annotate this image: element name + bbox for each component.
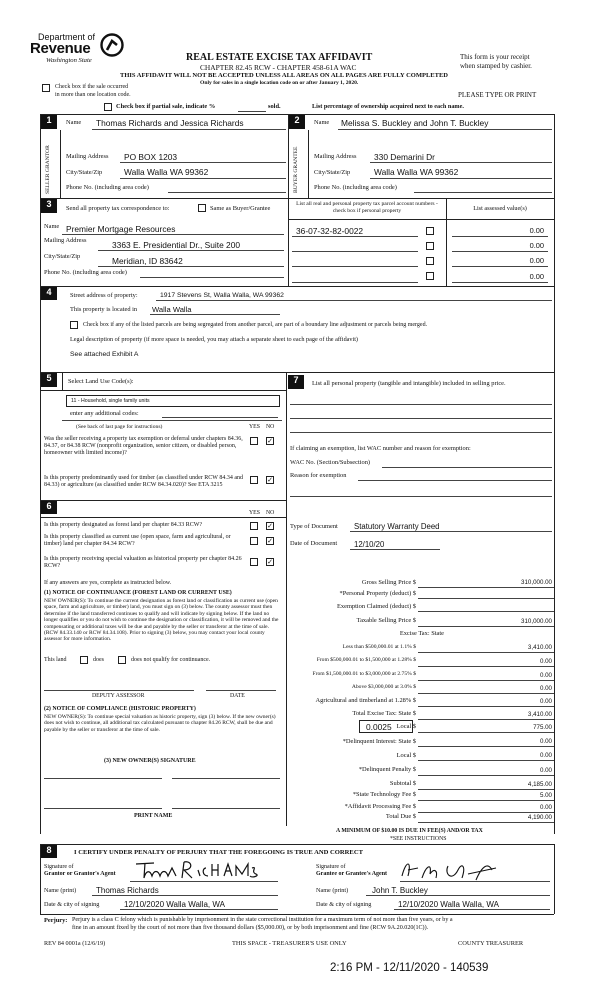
grantor-print-name[interactable]: Thomas Richards bbox=[96, 886, 159, 895]
same-as-buyer-label: Same as Buyer/Grantee bbox=[210, 205, 271, 212]
assessed-value-2[interactable]: 0.00 bbox=[529, 241, 544, 250]
historic-no-checkbox[interactable]: ✓ bbox=[267, 558, 273, 566]
tax-mail-label: Mailing Address bbox=[44, 237, 87, 244]
tax-phone-label: Phone No. (including area code) bbox=[44, 269, 127, 276]
receipt-note: This form is your receipt bbox=[460, 53, 530, 61]
tier2-label: From $500,000.01 to $1,500,000 at 1.28% $ bbox=[316, 657, 416, 663]
assessed-header: List assessed value(s) bbox=[473, 205, 527, 212]
tier1-label: Less than $500,000.01 at 1.1% $ bbox=[342, 644, 416, 650]
seller-name[interactable]: Thomas Richards and Jessica Richards bbox=[96, 118, 244, 128]
form-title: REAL ESTATE EXCISE TAX AFFIDAVIT bbox=[186, 52, 373, 63]
exemption-yes-checkbox[interactable] bbox=[250, 437, 258, 445]
forest-yes-checkbox[interactable] bbox=[250, 522, 258, 530]
treasurer-space: THIS SPACE - TREASURER'S USE ONLY bbox=[232, 940, 347, 947]
doc-date-value[interactable]: 12/10/20 bbox=[354, 540, 385, 549]
notice-continuance-body: NEW OWNER(S): To continue the current designation as forest land or classification as current use (open space, farm and agriculture, or timber) land, you must sign on (3) below. The county assessor must then determine if the land transferred continues to qualify and will indicate by signing below. If the land no longer qualifies or you do not wish to continue the designation or classification, it will be removed and the compensating or additional taxes will be due and payable by the seller or transferor at the time of sale. (RCW 84.33.140 or RCW 84.34.108). Prior to signing (3) below, you may contact your local county assessor for more information. bbox=[44, 598, 279, 643]
assessor-date-label: DATE bbox=[230, 693, 245, 699]
local-label: Local $ bbox=[396, 723, 416, 730]
taxable-label: Taxable Selling Price $ bbox=[356, 617, 416, 624]
form-warning: THIS AFFIDAVIT WILL NOT BE ACCEPTED UNLESS ALL AREAS ON ALL PAGES ARE FULLY COMPLETED bbox=[120, 72, 448, 79]
notice-compliance-title: (2) NOTICE OF COMPLIANCE (HISTORIC PROPERTY) bbox=[44, 706, 196, 712]
grantee-sig-label-2: Grantee or Grantee's Agent bbox=[316, 871, 388, 877]
seller-city[interactable]: Walla Walla WA 99362 bbox=[124, 167, 209, 177]
assessed-value-3[interactable]: 0.00 bbox=[529, 256, 544, 265]
logo-line1: Department of bbox=[38, 32, 96, 42]
local-value[interactable]: 775.00 bbox=[533, 724, 552, 731]
recording-stamp: 2:16 PM - 12/11/2020 - 140539 bbox=[330, 962, 489, 974]
land-does-not-label: does not qualify for continuance. bbox=[131, 657, 211, 663]
delinquent-penalty-label: *Delinquent Penalty $ bbox=[358, 766, 416, 773]
excise-state-label: Excise Tax: State bbox=[399, 630, 444, 637]
doc-date-label: Date of Document bbox=[290, 540, 338, 547]
grantee-name-label: Name (print) bbox=[316, 887, 349, 894]
exemption-question: Was the seller receiving a property tax exemption or deferral under chapters 84.36, 84.37, or 84.38 RCW (nonprofit organization, senior citizen, or disabled person, homeowner with limited income)? bbox=[44, 436, 243, 457]
same-as-buyer-checkbox[interactable] bbox=[198, 204, 206, 212]
section-3-number: 3 bbox=[41, 199, 57, 213]
form-chapter: CHAPTER 82.45 RCW - CHAPTER 458-61A WAC bbox=[200, 63, 357, 72]
timber-no-checkbox[interactable]: ✓ bbox=[267, 476, 273, 484]
if-any-yes-note: If any answers are yes, complete as instructed below. bbox=[44, 580, 172, 586]
exemption-deduct-label: Exemption Claimed (deduct) $ bbox=[337, 603, 416, 610]
forest-no-checkbox[interactable]: ✓ bbox=[267, 522, 273, 530]
forest-question: Is this property designated as forest land per chapter 84.33 RCW? bbox=[44, 522, 203, 528]
subtotal-value[interactable]: 4,185.00 bbox=[527, 781, 552, 788]
ownership-note: List percentage of ownership acquired next to each name. bbox=[312, 103, 464, 110]
total-due-label: Total Due $ bbox=[385, 813, 416, 820]
parcel-header: List all real and personal property tax parcel account numbers - check box if personal property bbox=[296, 201, 438, 214]
tier3-label: From $1,500,000.01 to $3,000,000 at 2.75% $ bbox=[312, 671, 416, 677]
this-land-label: This land bbox=[44, 657, 67, 663]
perjury-text: Perjury is a class C felony which is punishable by imprisonment in the state correctional institution for a maximum term of not more than five years, or by a bbox=[72, 917, 453, 923]
section-2-number: 2 bbox=[289, 115, 305, 129]
additional-codes-label: enter any additional codes: bbox=[70, 410, 139, 417]
see-back-note: (See back of last page for instructions) bbox=[76, 424, 163, 430]
buyer-mail[interactable]: 330 Demarini Dr bbox=[374, 152, 435, 162]
exemption-wac-label: If claiming an exemption, list WAC number and reason for exemption: bbox=[290, 445, 471, 452]
section-2-side-label: BUYER GRANTEE bbox=[293, 146, 299, 194]
reason-label: Reason for exemption bbox=[290, 472, 347, 479]
doc-type-label: Type of Document bbox=[290, 523, 338, 530]
agri-label: Agricultural and timberland at 1.28% $ bbox=[315, 697, 416, 704]
local2-value[interactable]: 0.00 bbox=[539, 752, 552, 759]
partial-sale-label: Check box if partial sale, indicate % bbox=[116, 103, 216, 110]
partial-sale-checkbox[interactable] bbox=[104, 103, 112, 111]
section5-yes: YES bbox=[249, 424, 260, 430]
see-instructions: *SEE INSTRUCTIONS bbox=[390, 836, 447, 842]
section-1-side-label: SELLER GRANTOR bbox=[45, 145, 51, 195]
segregated-label: Check box if any of the listed parcels are being segregated from another parcel, are part of a boundary line adjustment or parcels being merged. bbox=[83, 322, 428, 328]
total-state-value[interactable]: 3,410.00 bbox=[527, 711, 552, 718]
seller-mail[interactable]: PO BOX 1203 bbox=[124, 152, 178, 162]
tax-name[interactable]: Premier Mortgage Resources bbox=[66, 224, 176, 234]
current-use-question: Is this property classified as current use (open space, farm and agricultural, or timber) land per chapter 84.34 RCW? bbox=[44, 534, 231, 547]
type-or-print: PLEASE TYPE OR PRINT bbox=[458, 91, 537, 99]
affidavit-fee-value[interactable]: 0.00 bbox=[539, 804, 552, 811]
land-use-label: Select Land Use Code(s): bbox=[68, 378, 134, 385]
section5-no: NO bbox=[266, 424, 275, 430]
perjury-label: Perjury: bbox=[44, 917, 68, 924]
local2-label: Local $ bbox=[396, 752, 416, 759]
assessed-value-4[interactable]: 0.00 bbox=[529, 272, 544, 281]
personal-property-checkbox-1[interactable] bbox=[426, 227, 434, 235]
dor-logo-icon bbox=[100, 33, 124, 57]
timber-yes-checkbox[interactable] bbox=[250, 476, 258, 484]
seller-city-label: City/State/Zip bbox=[66, 169, 103, 176]
tax-name-label: Name bbox=[44, 223, 60, 230]
grantor-sig-label: Signature of bbox=[44, 864, 74, 870]
buyer-phone-label: Phone No. (including area code) bbox=[314, 184, 397, 191]
tax-city[interactable]: Meridian, ID 83642 bbox=[112, 256, 183, 266]
current-use-no-checkbox[interactable]: ✓ bbox=[267, 537, 273, 545]
land-not-qualifies-checkbox[interactable] bbox=[118, 656, 126, 664]
legal-description[interactable]: See attached Exhibit A bbox=[70, 351, 139, 358]
timber-question: Is this property predominantly used for timber (as classified under RCW 84.34 and 84.33) or agriculture (as classified under RCW 84.34.020)? See ETA 3215 bbox=[44, 475, 244, 489]
new-owner-signature-label: (3) NEW OWNER(S) SIGNATURE bbox=[104, 758, 196, 764]
grantor-sig-label-2: Grantor or Grantor's Agent bbox=[44, 871, 116, 877]
tech-fee-label: *State Technology Fee $ bbox=[352, 791, 416, 798]
receipt-note-2: when stamped by cashier. bbox=[460, 62, 532, 70]
buyer-city-label: City/State/Zip bbox=[314, 169, 351, 176]
total-due-value[interactable]: 4,190.00 bbox=[527, 814, 552, 821]
legal-label: Legal description of property (if more space is needed, you may attach a separate sheet to each page of the affidavit) bbox=[70, 336, 358, 343]
section-4-number: 4 bbox=[41, 287, 57, 300]
grantee-sig-label: Signature of bbox=[316, 864, 346, 870]
buyer-mail-label: Mailing Address bbox=[314, 153, 357, 160]
deputy-assessor-label: DEPUTY ASSESSOR bbox=[92, 693, 145, 699]
print-name-label: PRINT NAME bbox=[134, 813, 173, 819]
tech-fee-value[interactable]: 5.00 bbox=[539, 792, 552, 799]
tax-mail[interactable]: 3363 E. Presidential Dr., Suite 200 bbox=[112, 240, 241, 250]
delinquent-interest-label: *Delinquent Interest: State $ bbox=[342, 738, 416, 745]
agri-value[interactable]: 0.00 bbox=[539, 698, 552, 705]
grantee-print-name[interactable]: John T. Buckley bbox=[372, 886, 428, 895]
form-only-for: Only for sales in a single location code on or after January 1, 2020. bbox=[200, 80, 359, 86]
buyer-name-label: Name bbox=[314, 119, 330, 126]
delinquent-interest-value[interactable]: 0.00 bbox=[539, 738, 552, 745]
personal-property-checkbox-4[interactable] bbox=[426, 272, 434, 280]
tier4-value[interactable]: 0.00 bbox=[539, 685, 552, 692]
section-5-number: 5 bbox=[41, 373, 57, 387]
tier4-label: Above $3,000,000 at 3.0% $ bbox=[351, 684, 416, 690]
personal-property-checkbox-3[interactable] bbox=[426, 257, 434, 265]
personal-deduct-label: *Personal Property (deduct) $ bbox=[339, 590, 416, 597]
notice-compliance-body: NEW OWNER(S): To continue special valuation as historic property, sign (3) below. If the new owner(s) does not wish to continue, all additional tax calculated pursuant to chapter 84.26 RCW, shall be due and payable by the seller or transferor at the time of sale. bbox=[44, 714, 276, 733]
taxable-value[interactable]: 310,000.00 bbox=[521, 618, 552, 625]
partial-sale-sold: sold. bbox=[268, 103, 281, 110]
send-correspondence-label: Send all property tax correspondence to: bbox=[66, 205, 170, 212]
land-qualifies-checkbox[interactable] bbox=[80, 656, 88, 664]
personal-property-checkbox-2[interactable] bbox=[426, 242, 434, 250]
personal-property-label: List all personal property (tangible and intangible) included in selling price. bbox=[312, 380, 506, 387]
grantee-date-label: Date & city of signing bbox=[316, 901, 372, 908]
section-1-number: 1 bbox=[41, 115, 57, 129]
land-use-value: 11 - Household, single family units bbox=[71, 398, 150, 404]
historic-yes-checkbox[interactable] bbox=[250, 558, 258, 566]
grantor-date-label: Date & city of signing bbox=[44, 901, 100, 908]
logo-line2: Revenue bbox=[30, 40, 91, 57]
doc-type-value[interactable]: Statutory Warranty Deed bbox=[354, 522, 440, 531]
wac-no-label: WAC No. (Section/Subsection) bbox=[290, 459, 371, 466]
logo-line3: Washington State bbox=[46, 57, 92, 64]
grantee-date-city[interactable]: 12/10/2020 Walla Walla, WA bbox=[398, 900, 499, 909]
affidavit-fee-label: *Affidavit Processing Fee $ bbox=[344, 803, 416, 810]
multi-location-label: Check box if the sale occurred bbox=[55, 84, 129, 90]
county-treasurer: COUNTY TREASURER bbox=[458, 940, 524, 947]
tier3-value[interactable]: 0.00 bbox=[539, 672, 552, 679]
multi-location-checkbox[interactable] bbox=[42, 84, 50, 92]
street-address[interactable]: 1917 Stevens St, Walla Walla, WA 99362 bbox=[160, 292, 284, 299]
land-use-select[interactable] bbox=[66, 395, 280, 407]
current-use-yes-checkbox[interactable] bbox=[250, 537, 258, 545]
multi-location-label-2: in more than one location code. bbox=[55, 92, 131, 98]
tier2-value[interactable]: 0.00 bbox=[539, 658, 552, 665]
located-in[interactable]: Walla Walla bbox=[152, 305, 192, 314]
located-label: This property is located in bbox=[70, 306, 138, 313]
total-state-label: Total Excise Tax: State $ bbox=[352, 710, 416, 717]
section-6-number: 6 bbox=[41, 501, 57, 514]
tier1-value[interactable]: 3,410.00 bbox=[527, 644, 552, 651]
segregated-checkbox[interactable] bbox=[70, 321, 78, 329]
buyer-city[interactable]: Walla Walla WA 99362 bbox=[374, 167, 459, 177]
gross-value[interactable]: 310,000.00 bbox=[521, 579, 552, 586]
grantor-signature[interactable] bbox=[132, 858, 262, 882]
delinquent-penalty-value[interactable]: 0.00 bbox=[539, 767, 552, 774]
land-does-label: does bbox=[93, 657, 104, 663]
tax-city-label: City/State/Zip bbox=[44, 253, 81, 260]
section6-no: NO bbox=[266, 510, 275, 516]
assessed-value-1[interactable]: 0.00 bbox=[529, 226, 544, 235]
seller-phone-label: Phone No. (including area code) bbox=[66, 184, 149, 191]
street-label: Street address of property: bbox=[70, 292, 138, 299]
seller-name-label: Name bbox=[66, 119, 82, 126]
grantor-name-label: Name (print) bbox=[44, 887, 77, 894]
subtotal-label: Subtotal $ bbox=[389, 780, 416, 787]
parcel-number-1[interactable]: 36-07-32-82-0022 bbox=[296, 226, 364, 236]
seller-mail-label: Mailing Address bbox=[66, 153, 109, 160]
buyer-name[interactable]: Melissa S. Buckley and John T. Buckley bbox=[341, 118, 489, 128]
certify-statement: I CERTIFY UNDER PENALTY OF PERJURY THAT THE FOREGOING IS TRUE AND CORRECT bbox=[74, 849, 363, 856]
exemption-no-checkbox[interactable]: ✓ bbox=[267, 437, 273, 445]
historic-question: Is this property receiving special valuation as historical property per chapter 84.26 RCW? bbox=[44, 556, 242, 569]
minimum-note: A MINIMUM OF $10.00 IS DUE IN FEE(S) AND/OR TAX bbox=[336, 828, 483, 834]
notice-continuance-title: (1) NOTICE OF CONTINUANCE (FOREST LAND OR CURRENT USE) bbox=[44, 590, 232, 596]
section6-yes: YES bbox=[249, 510, 260, 516]
grantor-date-city[interactable]: 12/10/2020 Walla Walla, WA bbox=[124, 900, 225, 909]
section-8-number: 8 bbox=[41, 845, 57, 858]
local-rate-value: 0.0025 bbox=[366, 722, 392, 732]
section-7-number: 7 bbox=[288, 375, 304, 389]
gross-label: Gross Selling Price $ bbox=[361, 579, 416, 586]
perjury-text-2: fine in an amount fixed by the court of not more than five thousand dollars ($5,000.00), or by both imprisonment and fine (RCW 9A.20.020(1C)). bbox=[72, 925, 429, 931]
form-rev: REV 84 0001a (12/6/19) bbox=[44, 940, 106, 947]
